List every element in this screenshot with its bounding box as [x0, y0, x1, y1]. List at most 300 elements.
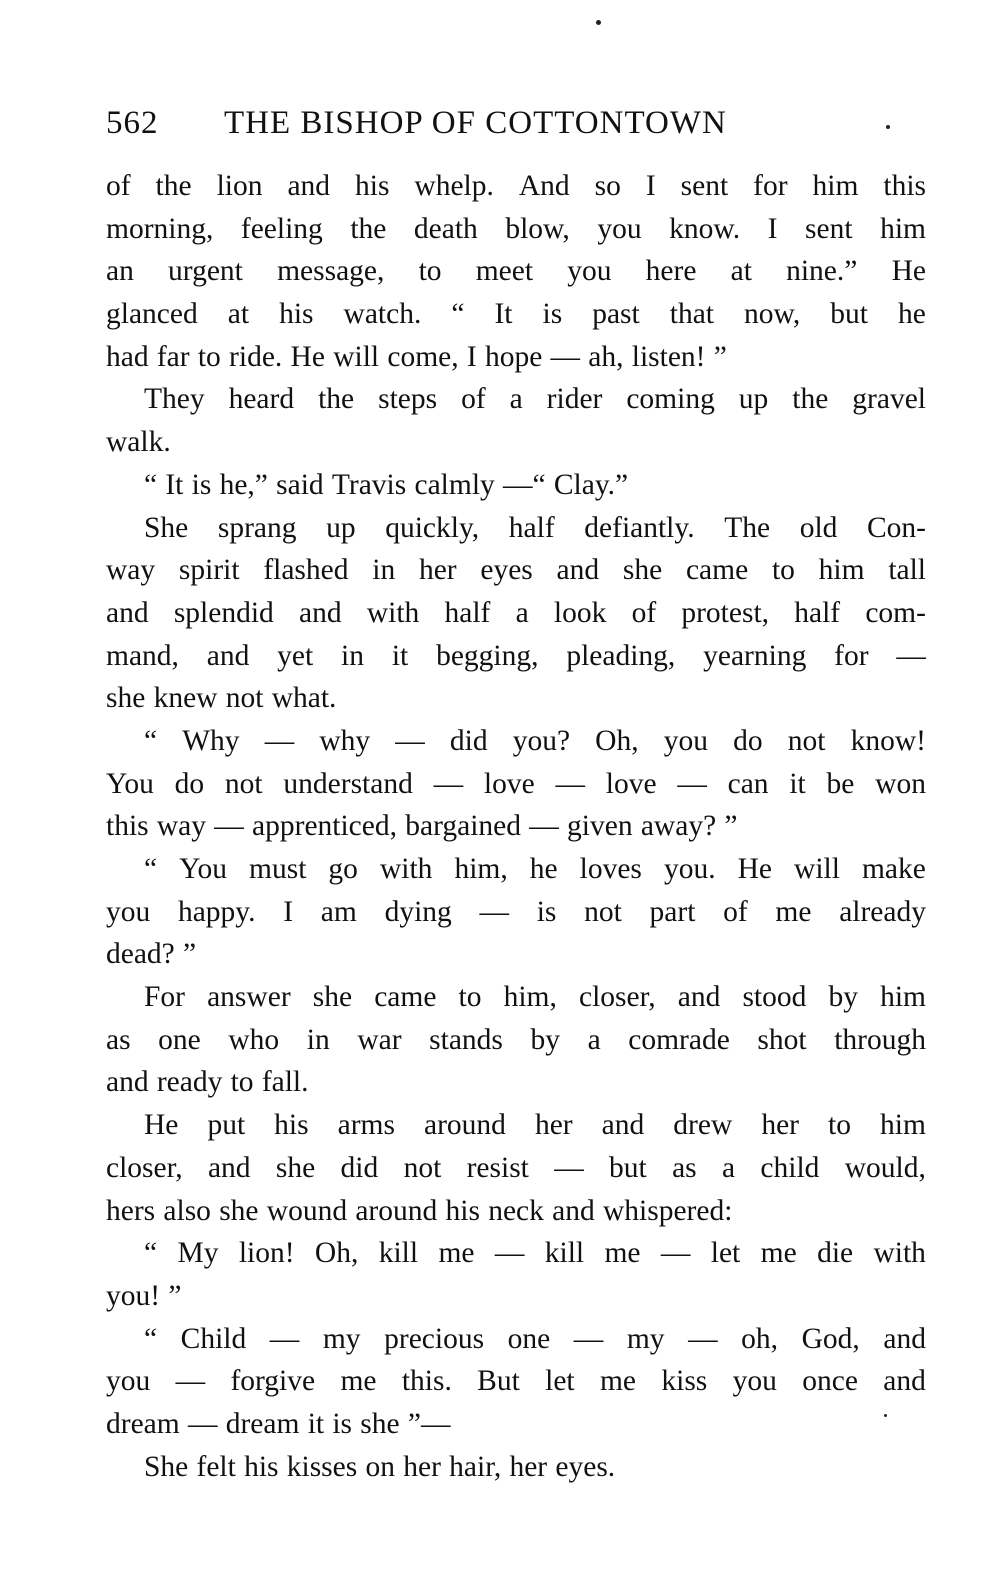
word: of: [723, 895, 748, 928]
word: one: [158, 1023, 201, 1056]
word: why: [319, 724, 371, 757]
word: this: [883, 170, 926, 202]
word: I: [767, 212, 778, 245]
word: go: [328, 853, 358, 885]
word: She: [144, 1450, 189, 1483]
word: blow,: [505, 212, 570, 245]
word: once: [802, 1365, 858, 1398]
word: Why: [182, 724, 240, 757]
word: “: [144, 853, 158, 885]
word: meet: [475, 255, 534, 288]
word: You: [179, 853, 227, 885]
word: his: [355, 170, 390, 202]
word: you: [106, 1365, 151, 1398]
word: He: [891, 255, 926, 288]
word: dead?: [106, 938, 175, 971]
word: a: [509, 383, 523, 416]
word: yet: [277, 639, 314, 672]
word: around: [355, 1194, 438, 1227]
word: hers: [106, 1194, 156, 1227]
word: me: [760, 1237, 797, 1270]
word: as: [672, 1151, 697, 1184]
word: on: [365, 1450, 395, 1483]
word: would,: [844, 1151, 926, 1184]
word: kill: [378, 1237, 419, 1270]
word: kill: [544, 1237, 585, 1270]
word: Oh,: [595, 724, 639, 757]
text-line: [106, 336, 926, 379]
word: in: [341, 639, 364, 672]
word: Child: [180, 1322, 247, 1355]
word: and: [299, 596, 342, 629]
word: love: [483, 767, 535, 800]
print-speck: [596, 20, 601, 25]
text-line: [106, 1104, 926, 1147]
word: as: [106, 1023, 131, 1056]
word: and: [106, 596, 149, 629]
word: urgent: [168, 255, 243, 288]
word: and: [106, 1066, 149, 1099]
word: he,”: [219, 468, 268, 501]
word: his: [445, 1194, 480, 1227]
word: You: [106, 767, 154, 800]
word: ”: [713, 340, 727, 373]
word: ready: [156, 1066, 223, 1099]
word: at: [227, 298, 250, 331]
word: can: [727, 767, 769, 800]
word: him: [880, 1109, 926, 1142]
word: feeling: [240, 212, 323, 245]
word: am: [320, 895, 357, 928]
word: she: [275, 1151, 316, 1184]
word: message,: [277, 255, 385, 288]
word: for: [834, 639, 869, 672]
word: answer: [207, 981, 291, 1014]
word: him: [812, 170, 859, 202]
word: to: [828, 1109, 851, 1142]
word: —: [479, 895, 509, 928]
word: —: [550, 340, 581, 373]
word: put: [207, 1109, 246, 1142]
word: him,: [454, 853, 508, 885]
word: splendid: [173, 596, 274, 629]
word: let: [545, 1365, 575, 1398]
word: It: [165, 468, 184, 501]
word: kisses: [286, 1450, 358, 1483]
word: will: [794, 853, 840, 885]
word: one: [507, 1322, 551, 1355]
word: not: [224, 767, 263, 800]
word: yearning: [703, 639, 807, 672]
text-line: [106, 976, 926, 1019]
word: an: [106, 255, 134, 288]
word: won: [875, 767, 926, 800]
word: to: [458, 981, 482, 1014]
word: me: [340, 1365, 377, 1398]
word: is: [536, 895, 557, 928]
word: do: [733, 724, 763, 757]
word: ”: [183, 938, 197, 971]
word: —: [395, 724, 425, 757]
word: up: [326, 511, 356, 544]
word: dream: [225, 1407, 300, 1440]
word: and: [883, 1365, 926, 1398]
word: to: [771, 554, 795, 587]
word: coming: [626, 383, 715, 416]
word: —: [529, 810, 559, 843]
word: pleading,: [566, 639, 676, 672]
text-line: [106, 165, 926, 208]
word: up: [738, 383, 769, 416]
word: this: [106, 810, 149, 843]
text-line: [106, 763, 926, 806]
word: said: [276, 468, 324, 501]
word: came: [685, 554, 749, 587]
print-speck: [886, 125, 890, 129]
word: here: [645, 255, 697, 288]
word: had: [106, 340, 149, 373]
word: of: [106, 170, 131, 202]
word: at: [730, 255, 752, 288]
word: ah,: [588, 340, 624, 373]
word: begging,: [436, 639, 539, 672]
word: stands: [429, 1023, 503, 1056]
word: half: [508, 511, 555, 544]
text-line: [106, 1147, 926, 1190]
word: you: [663, 724, 708, 757]
word: you!: [106, 1279, 161, 1312]
word: hope: [484, 340, 543, 373]
word: she: [312, 981, 353, 1014]
word: heard: [228, 383, 295, 416]
word: my: [626, 1322, 665, 1355]
word: it: [307, 1407, 325, 1440]
word: her: [534, 1109, 573, 1142]
word: now,: [744, 298, 801, 331]
word: the: [318, 383, 355, 416]
word: not: [225, 682, 264, 715]
text-line: [106, 421, 926, 464]
word: com-: [865, 596, 926, 629]
word: a: [721, 1151, 736, 1184]
word: For: [144, 981, 185, 1014]
word: shot: [757, 1023, 807, 1056]
text-line: [106, 848, 926, 891]
word: He: [737, 853, 772, 885]
word: and: [287, 170, 331, 202]
word: “: [144, 1322, 158, 1355]
word: his: [274, 1109, 309, 1142]
text-line: [106, 720, 926, 763]
word: past: [592, 298, 640, 331]
word: he: [529, 853, 558, 885]
word: quickly,: [385, 511, 480, 544]
word: me: [599, 1365, 637, 1398]
word: glanced: [106, 298, 198, 331]
word: of: [461, 383, 486, 416]
word: —: [677, 767, 707, 800]
word: sent: [680, 170, 729, 202]
word: —: [688, 1322, 718, 1355]
word: you?: [512, 724, 571, 757]
word: and: [677, 981, 721, 1014]
word: gravel: [852, 383, 926, 416]
word: ride.: [229, 340, 283, 373]
word: way: [156, 810, 207, 843]
word: but: [830, 298, 868, 331]
word: she: [106, 682, 146, 715]
word: me: [604, 1237, 641, 1270]
word: rider: [546, 383, 603, 416]
word: who: [228, 1023, 280, 1056]
word: —: [494, 1237, 525, 1270]
word: —“: [503, 468, 546, 501]
word: not: [403, 1151, 442, 1184]
word: “: [144, 1237, 158, 1270]
word: Con-: [867, 511, 926, 544]
word: —: [269, 1322, 300, 1355]
word: that: [669, 298, 714, 331]
word: did: [340, 1151, 379, 1184]
word: is: [332, 1407, 353, 1440]
text-line: [106, 378, 926, 421]
word: —: [187, 1407, 218, 1440]
word: forgive: [230, 1365, 316, 1398]
word: apprenticed,: [252, 810, 397, 843]
word: love: [605, 767, 657, 800]
word: her: [403, 1450, 441, 1483]
running-title: THE BISHOP OF COTTONTOWN: [224, 105, 727, 141]
text-line: [106, 293, 926, 336]
word: But: [477, 1365, 520, 1398]
word: “: [144, 468, 158, 501]
word: and: [601, 1109, 645, 1142]
text-line: [106, 677, 926, 720]
word: lion!: [238, 1237, 295, 1270]
word: —: [896, 639, 926, 672]
word: half: [794, 596, 841, 629]
page-number: 562: [106, 105, 159, 141]
word: you.: [663, 853, 716, 885]
word: I: [645, 170, 656, 202]
word: “: [144, 724, 158, 757]
word: —: [555, 767, 585, 800]
word: felt: [196, 1450, 236, 1483]
word: with: [873, 1237, 926, 1270]
word: She: [144, 511, 189, 544]
text-line: [106, 1446, 926, 1489]
word: you: [106, 895, 151, 928]
word: given: [567, 810, 633, 843]
word: They: [144, 383, 205, 416]
text-line: [106, 1275, 926, 1318]
word: what.: [271, 682, 337, 715]
word: him: [818, 554, 865, 587]
word: listen!: [631, 340, 706, 373]
word: her: [418, 554, 457, 587]
word: not: [584, 895, 622, 928]
word: resist: [466, 1151, 529, 1184]
word: —: [554, 1151, 584, 1184]
word: in: [372, 554, 396, 587]
word: me: [438, 1237, 475, 1270]
word: Clay.”: [553, 468, 629, 501]
word: knew: [153, 682, 218, 715]
word: happy.: [177, 895, 256, 928]
body-text: [106, 165, 926, 1488]
word: you: [732, 1365, 777, 1398]
word: look: [553, 596, 607, 629]
word: and: [883, 1322, 926, 1355]
word: and: [556, 554, 600, 587]
word: whelp.: [414, 170, 494, 202]
word: stood: [742, 981, 807, 1014]
word: the: [792, 383, 829, 416]
text-line: [106, 1403, 926, 1446]
word: die: [817, 1237, 854, 1270]
word: be: [826, 767, 855, 800]
word: dying: [384, 895, 452, 928]
word: steps: [378, 383, 438, 416]
word: to: [418, 255, 442, 288]
word: He: [290, 340, 325, 373]
word: whispered:: [602, 1194, 733, 1227]
word: My: [177, 1237, 219, 1270]
word: come,: [387, 340, 459, 373]
text-line: [106, 1190, 926, 1233]
text-line: [106, 1232, 926, 1275]
word: for: [753, 170, 788, 202]
text-line: [106, 891, 926, 934]
word: The: [724, 511, 771, 544]
word: and: [206, 639, 250, 672]
word: also: [163, 1194, 211, 1227]
running-head: [106, 98, 926, 148]
word: her: [509, 1450, 548, 1483]
word: precious: [384, 1322, 485, 1355]
text-line: [106, 250, 926, 293]
text-line: [106, 208, 926, 251]
word: not: [787, 724, 826, 757]
word: —: [264, 724, 295, 757]
word: eyes: [480, 554, 533, 587]
word: his: [244, 1450, 279, 1483]
word: lion: [216, 170, 263, 202]
word: make: [861, 853, 926, 885]
word: wound: [266, 1194, 348, 1227]
word: know!: [850, 724, 926, 757]
word: I: [283, 895, 294, 928]
word: a: [515, 596, 529, 629]
text-line: [106, 805, 926, 848]
word: a: [587, 1023, 601, 1056]
word: her: [761, 1109, 799, 1142]
word: must: [249, 853, 307, 885]
word: war: [357, 1023, 402, 1056]
word: protest,: [681, 596, 770, 629]
word: it: [391, 639, 409, 672]
word: calmly: [414, 468, 495, 501]
word: hair,: [449, 1450, 502, 1483]
word: fall.: [261, 1066, 309, 1099]
word: eyes.: [555, 1450, 616, 1483]
word: you: [567, 255, 612, 288]
text-line: [106, 933, 926, 976]
word: with: [366, 596, 420, 629]
word: my: [322, 1322, 361, 1355]
word: by: [828, 981, 858, 1014]
word: tall: [888, 554, 926, 587]
word: with: [379, 853, 433, 885]
word: but: [609, 1151, 647, 1184]
word: —: [175, 1365, 206, 1398]
word: closer,: [106, 1151, 183, 1184]
word: dream: [106, 1407, 180, 1440]
word: half: [444, 596, 491, 629]
word: nine.”: [786, 255, 858, 288]
word: and: [207, 1151, 251, 1184]
word: far: [156, 340, 190, 373]
word: ”—: [407, 1407, 451, 1440]
word: already: [839, 895, 926, 928]
word: flashed: [263, 554, 349, 587]
text-line: [106, 464, 926, 507]
word: away?: [640, 810, 717, 843]
word: part: [649, 895, 696, 928]
word: to: [197, 340, 221, 373]
word: in: [306, 1023, 330, 1056]
word: came: [374, 981, 437, 1014]
word: ”: [724, 810, 738, 843]
word: drew: [673, 1109, 733, 1142]
word: ”: [168, 1279, 182, 1312]
word: closer,: [578, 981, 656, 1014]
word: let: [710, 1237, 741, 1270]
word: me: [775, 895, 812, 928]
word: him: [880, 212, 926, 245]
word: him,: [503, 981, 557, 1014]
word: him: [880, 981, 926, 1014]
word: through: [834, 1023, 926, 1056]
word: around: [424, 1109, 506, 1142]
text-line: [106, 549, 926, 592]
word: by: [530, 1023, 560, 1056]
word: old: [799, 511, 838, 544]
text-line: [106, 1061, 926, 1104]
print-speck: [884, 1414, 887, 1417]
text-line: [106, 1019, 926, 1062]
word: death: [413, 212, 478, 245]
word: —: [214, 810, 244, 843]
word: mand,: [106, 639, 179, 672]
word: And: [518, 170, 570, 202]
word: is: [191, 468, 212, 501]
word: sprang: [217, 511, 297, 544]
word: know.: [669, 212, 741, 245]
word: sent: [805, 212, 853, 245]
word: neck: [488, 1194, 544, 1227]
word: morning,: [106, 212, 214, 245]
word: Oh,: [314, 1237, 359, 1270]
word: “: [451, 298, 465, 331]
word: understand: [283, 767, 413, 800]
word: is: [542, 298, 563, 331]
word: comrade: [628, 1023, 730, 1056]
word: watch.: [343, 298, 422, 331]
text-line: [106, 635, 926, 678]
word: oh,: [741, 1322, 779, 1355]
word: walk.: [106, 426, 171, 459]
